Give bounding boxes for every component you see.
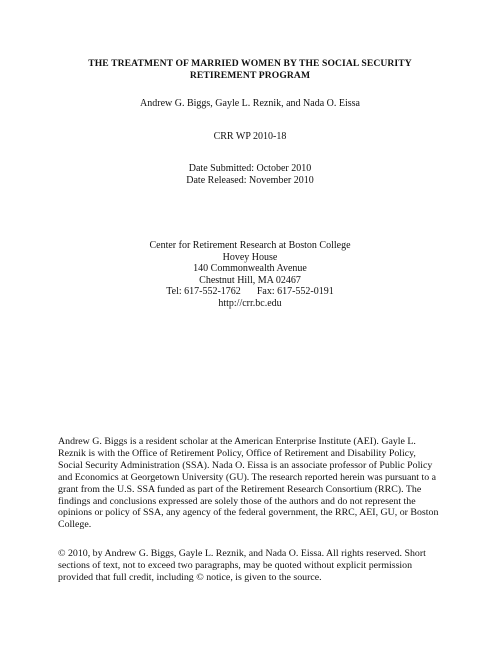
address-block — [0, 240, 500, 310]
working-paper-number: CRR WP 2010-18 — [213, 131, 287, 142]
address-fax: Fax: 617-552-0191 — [256, 286, 334, 298]
address-contact — [0, 286, 500, 298]
bio-line: College. — [58, 519, 92, 531]
address-website[interactable]: http://crr.bc.edu — [218, 297, 282, 309]
bio-line: opinions or policy of SSA, any agency of the federal government, the RRC, AEI, GU, or Boston — [58, 507, 439, 519]
date-submitted: Date Submitted: October 2010 — [188, 163, 312, 174]
paper-title-line-2: RETIREMENT PROGRAM — [189, 70, 311, 81]
author-list: Andrew G. Biggs, Gayle L. Reznik, and Nada O. Eissa — [140, 98, 360, 109]
author-bio-paragraph — [58, 436, 443, 531]
address-tel: Tel: 617-552-1762 — [166, 286, 241, 298]
copyright-line: sections of text, not to exceed two paragraphs, may be quoted without explicit permission — [58, 559, 413, 571]
bio-line: and Economics at Georgetown University (GU). The research reported herein was pursuant to a — [58, 471, 437, 483]
bio-line: Social Security Administration (SSA). Nada O. Eissa is an associate professor of Public Policy — [58, 459, 433, 471]
copyright-line: © 2010, by Andrew G. Biggs, Gayle L. Reznik, and Nada O. Eissa. All rights reserved. Short — [58, 548, 426, 559]
bio-line: grant from the U.S. SSA funded as part of the Retirement Research Consortium (RRC). The — [58, 483, 422, 495]
address-city: Chestnut Hill, MA 02467 — [199, 274, 301, 286]
address-building: Hovey House — [222, 251, 278, 263]
copyright-paragraph — [58, 548, 443, 584]
bio-line: findings and conclusions expressed are solely those of the authors and do not represent the — [58, 495, 416, 507]
bio-line: Reznik is with the Office of Retirement Policy, Office of Retirement and Disability Policy, — [58, 447, 416, 459]
bio-line: Andrew G. Biggs is a resident scholar at the American Enterprise Institute (AEI). Gayle L. — [58, 436, 416, 447]
date-released: Date Released: November 2010 — [186, 175, 314, 186]
address-street: 140 Commonwealth Avenue — [193, 263, 307, 275]
paper-title-line-1: THE TREATMENT OF MARRIED WOMEN BY THE SOCIAL SECURITY — [88, 58, 412, 69]
copyright-line: provided that full credit, including © notice, is given to the source. — [58, 571, 322, 583]
address-org: Center for Retirement Research at Boston College — [149, 240, 351, 251]
date-block — [0, 163, 500, 187]
paper-title — [70, 58, 430, 82]
